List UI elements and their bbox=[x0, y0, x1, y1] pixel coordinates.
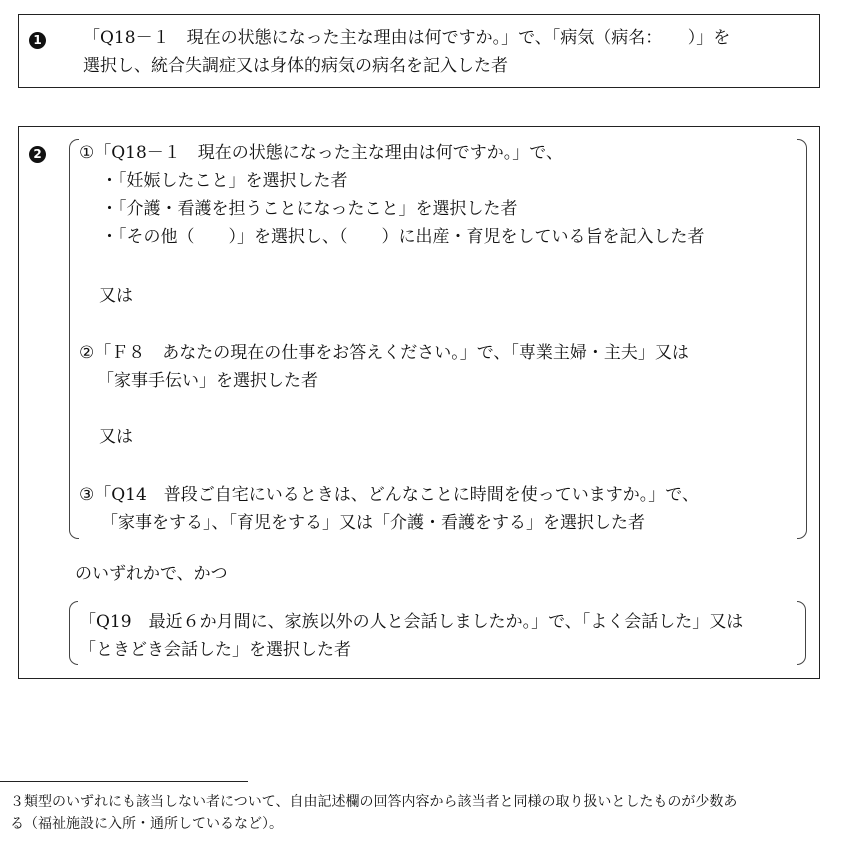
footnote-line-1: ３類型のいずれにも該当しない者について、自由記述欄の回答内容から該当者と同様の取り扱いとしたものが少数あ bbox=[10, 794, 738, 810]
criterion-box-1 bbox=[18, 14, 820, 88]
conditions-bracket-left bbox=[69, 139, 79, 539]
final-condition-line-1: 「Q19 最近６か月間に、家族以外の人と会話しましたか。」で、「よく会話した」又は bbox=[79, 612, 744, 632]
condition-1-line-1: ①「Q18－１ 現在の状態になった主な理由は何ですか。」で、 bbox=[79, 143, 563, 163]
condition-1-bullet-1: ・「妊娠したこと」を選択した者 bbox=[101, 171, 348, 191]
conditions-bracket-right bbox=[797, 139, 807, 539]
number-marker-2: 2 bbox=[29, 146, 46, 163]
criterion-1-line-2: 選択し、統合失調症又は身体的病気の病名を記入した者 bbox=[83, 56, 508, 76]
condition-1-bullet-3: ・「その他（ ）」を選択し、（ ）に出産・育児をしている旨を記入した者 bbox=[101, 227, 705, 247]
condition-1-bullet-2: ・「介護・看護を担うことになったこと」を選択した者 bbox=[101, 199, 518, 219]
footnote-divider bbox=[0, 781, 248, 782]
criterion-box-2 bbox=[18, 126, 820, 679]
footnote-line-2: る（福祉施設に入所・通所しているなど）。 bbox=[10, 816, 283, 832]
or-label-1: 又は bbox=[99, 286, 133, 306]
final-bracket-right bbox=[797, 601, 806, 665]
final-bracket-left bbox=[69, 601, 78, 665]
final-condition-line-2: 「ときどき会話した」を選択した者 bbox=[79, 640, 351, 660]
conjunction-text: のいずれかで、かつ bbox=[75, 564, 228, 584]
number-marker-1: 1 bbox=[29, 32, 46, 49]
condition-2-line-2: 「家事手伝い」を選択した者 bbox=[97, 371, 318, 391]
criterion-1-line-1: 「Q18－１ 現在の状態になった主な理由は何ですか。」で、「病気（病名： ）」を bbox=[83, 28, 731, 48]
condition-3-line-2: 「家事をする」、「育児をする」又は「介護・看護をする」を選択した者 bbox=[101, 513, 645, 533]
or-label-2: 又は bbox=[99, 427, 133, 447]
condition-2-line-1: ②「Ｆ８ あなたの現在の仕事をお答えください。」で、「専業主婦・主夫」又は bbox=[79, 343, 689, 363]
condition-3-line-1: ③「Q14 普段ご自宅にいるときは、どんなことに時間を使っていますか。」で、 bbox=[79, 485, 699, 505]
